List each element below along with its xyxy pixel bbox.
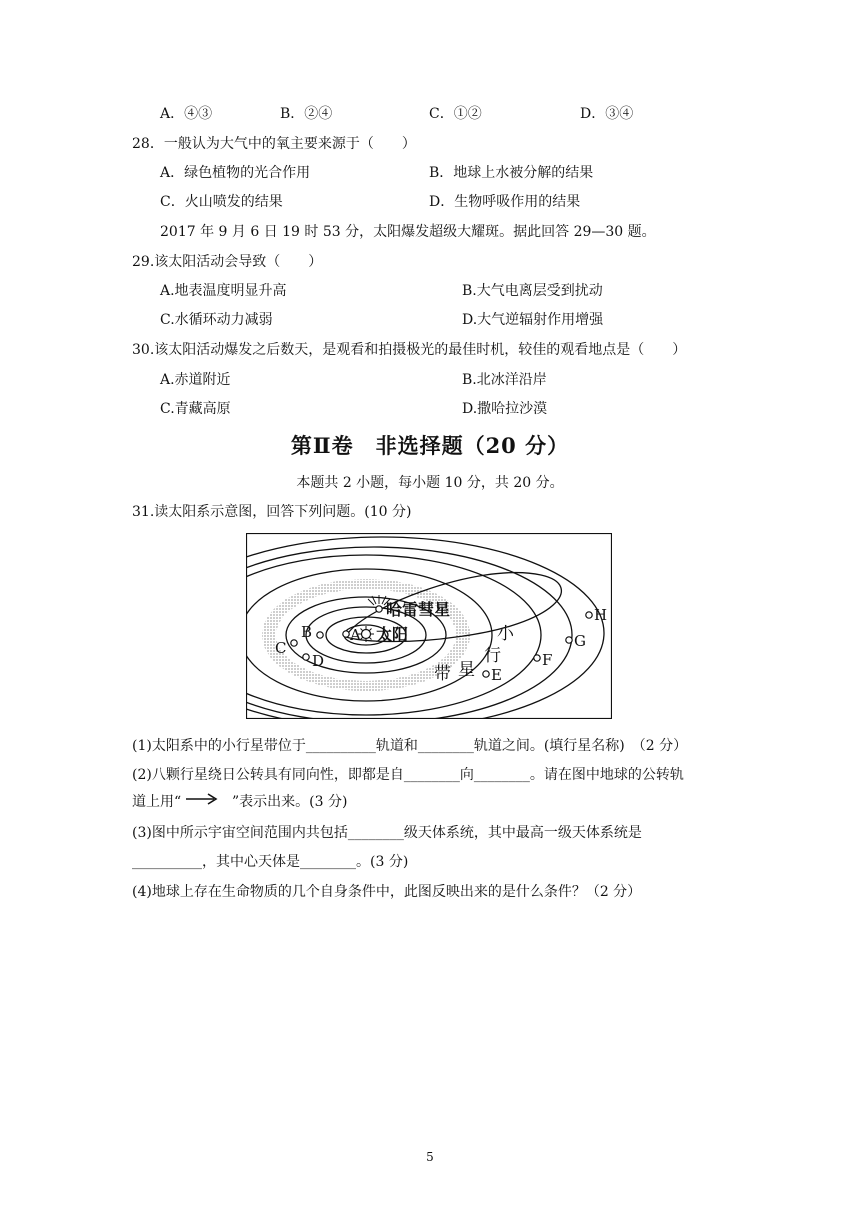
planet-a-dot [343, 631, 349, 637]
q29-option-c: C.水循环动力减弱 [160, 312, 273, 328]
section-subtitle: 本题共 2 小题，每小题 10 分，共 20 分。 [296, 475, 564, 491]
label-belt-1: 小 [497, 624, 514, 644]
label-sun: 太阳 [376, 625, 409, 644]
q27-option-c: C．①② [429, 106, 482, 122]
planet-g-dot [566, 637, 572, 643]
q30-option-a: A.赤道附近 [160, 372, 231, 388]
q28-stem: 28．一般认为大气中的氧主要来源于（ ） [132, 136, 416, 152]
q30-option-b: B.北冰洋沿岸 [462, 372, 547, 388]
q28-option-a: A．绿色植物的光合作用 [160, 165, 311, 181]
q31-sub1: (1)太阳系中的小行星带位于__________轨道和________轨道之间。(填行星名称) （2 分） [132, 738, 688, 754]
q30-option-d: D.撒哈拉沙漠 [462, 401, 548, 417]
label-h: H [594, 606, 608, 624]
label-f: F [542, 651, 553, 669]
label-e: E [491, 666, 502, 684]
section-title: 第Ⅱ卷 非选择题（20 分） [290, 433, 570, 458]
q31-sub3-line2: __________，其中心天体是________。(3 分) [132, 854, 409, 870]
arrow-icon [186, 792, 220, 806]
label-belt-3: 星 [458, 660, 475, 680]
label-g: G [574, 632, 586, 650]
label-a: A [350, 626, 361, 644]
q29-option-d: D.大气逆辐射作用增强 [462, 312, 604, 328]
q28-option-b: B．地球上水被分解的结果 [429, 165, 594, 181]
q31-sub3-line1: (3)图中所示宇宙空间范围内共包括________级天体系统，其中最高一级天体系统是 [132, 825, 642, 841]
planet-f-dot [534, 655, 540, 661]
q31-sub2-line1: (2)八颗行星绕日公转具有同向性，即都是自________向________。请在图中地球的公转轨 [132, 767, 684, 783]
label-b: B [301, 623, 313, 641]
q31-sub2-line2-right: ”表示出来。(3 分) [232, 794, 348, 810]
q27-option-a: A．④③ [160, 106, 213, 122]
q31-stem: 31.读太阳系示意图，回答下列问题。(10 分) [132, 504, 412, 520]
q28-option-c: C．火山喷发的结果 [160, 194, 283, 210]
label-c: C [275, 639, 287, 657]
q27-option-b: B．②④ [280, 106, 333, 122]
label-belt-2: 行 [484, 646, 501, 666]
label-halley: 哈雷彗星 [386, 600, 451, 619]
intro-29-30: 2017 年 9 月 6 日 19 时 53 分，太阳爆发超级大耀斑。据此回答 29—30 题。 [160, 224, 656, 240]
planet-d-dot [303, 654, 309, 660]
q27-option-d: D．③④ [580, 106, 634, 122]
q29-stem: 29.该太阳活动会导致（ ） [132, 254, 323, 270]
q31-sub2-line2-left: 道上用“ [132, 794, 182, 810]
page-number: 5 [426, 1150, 434, 1164]
planet-h-dot [586, 612, 592, 618]
label-d: D [312, 652, 325, 670]
q30-stem: 30.该太阳活动爆发之后数天，是观看和拍摄极光的最佳时机，较佳的观看地点是（ ） [132, 342, 687, 358]
planet-b-dot [317, 632, 323, 638]
label-belt-4: 带 [434, 664, 451, 684]
q28-option-d: D．生物呼吸作用的结果 [429, 194, 581, 210]
solar-system-diagram [246, 533, 612, 719]
planet-c-dot [291, 640, 297, 646]
planet-e-dot [483, 671, 489, 677]
q29-option-b: B.大气电离层受到扰动 [462, 283, 603, 299]
q29-option-a: A.地表温度明显升高 [160, 283, 287, 299]
q31-sub4: (4)地球上存在生命物质的几个自身条件中，此图反映出来的是什么条件？（2 分） [132, 884, 642, 900]
q30-option-c: C.青藏高原 [160, 401, 231, 417]
